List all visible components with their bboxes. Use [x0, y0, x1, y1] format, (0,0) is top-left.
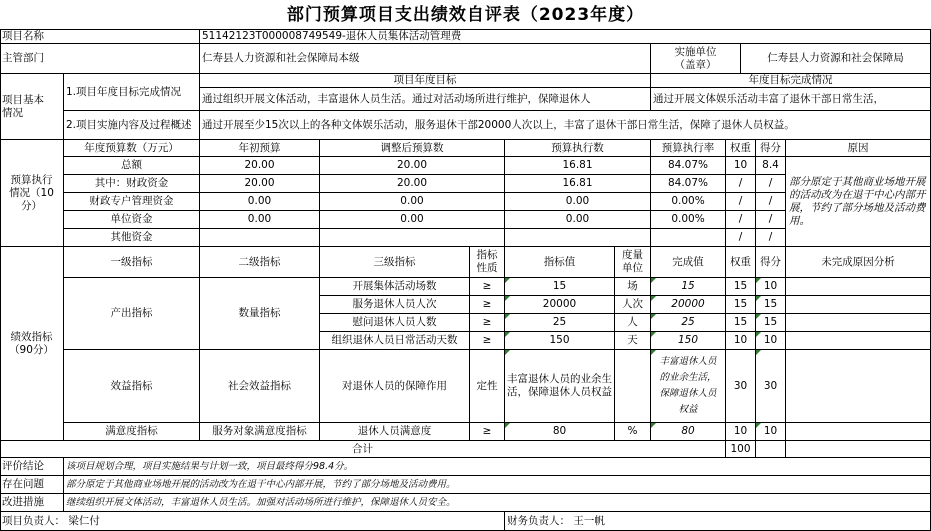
budget-cell[interactable]	[651, 229, 726, 247]
output-indicator: 服务退休人员人次	[320, 296, 470, 314]
comment-marker	[651, 350, 656, 355]
output-unit[interactable]: 人	[615, 314, 651, 332]
budget-header-executed: 预算执行数	[505, 140, 651, 157]
output-weight[interactable]: 15	[726, 296, 756, 314]
comment-marker	[505, 278, 510, 283]
satisfaction-level1: 满意度指标	[64, 423, 200, 441]
output-score-text: 10	[763, 334, 778, 346]
budget-row-label: 总额	[64, 157, 200, 175]
budget-cell[interactable]: 0.00	[320, 211, 505, 229]
eval-text[interactable]: 该项目规划合理，项目实施结果与计划一致，项目最终得分98.4分。	[64, 458, 931, 476]
output-target-text: 20000	[542, 298, 577, 310]
perf-header-value: 指标值	[505, 247, 615, 278]
perf-header-level2: 二级指标	[200, 247, 320, 278]
output-unit[interactable]: 天	[615, 332, 651, 350]
output-done[interactable]	[651, 296, 726, 314]
sheet-title: 部门预算项目支出绩效自评表（2023年度）	[286, 5, 645, 25]
output-done-text: 20000	[671, 298, 705, 310]
benefit-target[interactable]	[505, 350, 615, 423]
benefit-unit[interactable]	[615, 350, 651, 423]
benefit-level3: 对退休人员的保障作用	[320, 350, 470, 423]
output-target[interactable]	[505, 296, 615, 314]
process-text[interactable]: 通过开展至少15次以上的各种文体娱乐活动，服务退休干部20000人次以上，丰富了退休干部日常生活，保障了退休人员权益。	[200, 111, 931, 140]
output-target-text: 15	[552, 280, 567, 292]
output-indicator: 慰问退休人员人数	[320, 314, 470, 332]
output-score[interactable]	[756, 278, 786, 296]
output-nature[interactable]: ≥	[470, 314, 505, 332]
output-reason[interactable]	[786, 314, 931, 332]
total-score[interactable]	[756, 441, 786, 458]
budget-cell[interactable]: /	[726, 229, 756, 247]
output-reason[interactable]	[786, 278, 931, 296]
output-unit[interactable]: 人次	[615, 296, 651, 314]
budget-cell[interactable]: /	[756, 193, 786, 211]
budget-header-annual: 年度预算数（万元）	[64, 140, 200, 157]
benefit-target-text: 丰富退休人员的业余生活，保障退休人员权益	[507, 373, 612, 398]
total-reason[interactable]	[786, 441, 931, 458]
budget-cell[interactable]: 0.00	[320, 193, 505, 211]
output-score[interactable]	[756, 296, 786, 314]
benefit-level2: 社会效益指标	[200, 350, 320, 423]
output-score-text: 15	[763, 298, 778, 310]
annual-done-text[interactable]: 通过开展文体娱乐活动丰富了退休干部日常生活，	[651, 88, 931, 111]
comment-marker	[651, 314, 656, 319]
project-name-value[interactable]: 51142123T000008749549-退休人员集体活动管理费	[200, 30, 931, 44]
satisfaction-done[interactable]	[651, 423, 726, 441]
impl-unit-value[interactable]: 仁寿县人力资源和社会保障局	[741, 44, 931, 74]
comment-marker	[651, 296, 656, 301]
satisfaction-done-text: 80	[681, 425, 695, 437]
budget-cell[interactable]: /	[756, 211, 786, 229]
perf-header-level1: 一级指标	[64, 247, 200, 278]
output-done[interactable]	[651, 332, 726, 350]
perf-header-reason: 未完成原因分析	[786, 247, 931, 278]
satisfaction-nature[interactable]: ≥	[470, 423, 505, 441]
annual-target-text[interactable]: 通过组织开展文体活动，丰富退休人员生活。通过对活动场所进行维护，保障退休人	[200, 88, 651, 111]
satisfaction-target[interactable]	[505, 423, 615, 441]
budget-cell[interactable]: 20.00	[200, 175, 320, 193]
output-reason[interactable]	[786, 296, 931, 314]
budget-reason[interactable]: 部分原定于其他商业场地开展的活动改为在退干中心内部开展，节约了部分场地及活动费用。	[786, 157, 931, 247]
satisfaction-level2: 服务对象满意度指标	[200, 423, 320, 441]
output-done-text: 15	[681, 280, 695, 292]
budget-cell[interactable]	[505, 229, 651, 247]
output-indicator: 开展集体活动场数	[320, 278, 470, 296]
satisfaction-reason[interactable]	[786, 423, 931, 441]
output-target-text: 25	[552, 316, 567, 328]
budget-row-label: 其他资金	[64, 229, 200, 247]
output-score[interactable]	[756, 314, 786, 332]
budget-cell[interactable]: 20.00	[320, 175, 505, 193]
finance-lead: 财务负责人： 王一帆	[505, 512, 931, 531]
budget-header-weight: 权重	[726, 140, 756, 157]
output-done[interactable]	[651, 314, 726, 332]
budget-cell[interactable]: 16.81	[505, 157, 651, 175]
project-lead: 项目负责人： 梁仁付	[0, 512, 505, 531]
budget-cell[interactable]: 20.00	[200, 157, 320, 175]
benefit-level1: 效益指标	[64, 350, 200, 423]
output-weight[interactable]: 15	[726, 278, 756, 296]
annual-target-header: 项目年度目标	[200, 74, 651, 88]
budget-cell[interactable]: 0.00%	[651, 193, 726, 211]
perf-header-unit: 度量单位	[615, 247, 651, 278]
budget-cell[interactable]: 0.00	[505, 211, 651, 229]
output-score[interactable]	[756, 332, 786, 350]
output-done-text: 25	[681, 316, 695, 328]
budget-row-label: 单位资金	[64, 211, 200, 229]
comment-marker	[756, 296, 761, 301]
output-target[interactable]	[505, 278, 615, 296]
comment-marker	[651, 278, 656, 283]
output-done[interactable]	[651, 278, 726, 296]
budget-cell[interactable]: 0.00	[200, 211, 320, 229]
comment-marker	[505, 423, 510, 428]
budget-cell[interactable]: 0.00	[200, 193, 320, 211]
budget-cell[interactable]: /	[726, 193, 756, 211]
budget-cell[interactable]: 84.07%	[651, 157, 726, 175]
perf-section-label: 绩效指标 （90分）	[0, 247, 64, 441]
comment-marker	[756, 314, 761, 319]
comment-marker	[651, 423, 656, 428]
improve-label: 改进措施	[0, 494, 64, 512]
satisfaction-level3: 退休人员满意度	[320, 423, 470, 441]
output-target[interactable]	[505, 332, 615, 350]
satisfaction-weight[interactable]: 10	[726, 423, 756, 441]
output-level2: 数量指标	[200, 278, 320, 350]
perf-header-score: 得分	[756, 247, 786, 278]
perf-header-level3: 三级指标	[320, 247, 470, 278]
dept-value[interactable]: 仁寿县人力资源和社会保障局本级	[200, 44, 651, 74]
budget-cell[interactable]: 0.00%	[651, 211, 726, 229]
output-nature[interactable]: ≥	[470, 296, 505, 314]
satisfaction-score-text: 10	[763, 425, 778, 437]
annual-done-header: 年度目标完成情况	[651, 74, 931, 88]
comment-marker	[756, 350, 761, 355]
benefit-score-text: 30	[763, 379, 778, 392]
budget-header-reason: 原因	[786, 140, 931, 157]
total-weight[interactable]: 100	[726, 441, 756, 458]
budget-cell[interactable]: /	[756, 175, 786, 193]
budget-row-label: 其中：财政资金	[64, 175, 200, 193]
budget-cell[interactable]: 84.07%	[651, 175, 726, 193]
basic-info-label: 项目基本 情况	[0, 74, 64, 140]
satisfaction-score[interactable]	[756, 423, 786, 441]
output-score-text: 15	[763, 316, 778, 328]
comment-marker	[756, 332, 761, 337]
issue-text[interactable]: 部分原定于其他商业场地开展的活动改为在退干中心内部开展，节约了部分场地及活动费用。	[64, 476, 931, 494]
perf-header-done: 完成值	[651, 247, 726, 278]
output-reason[interactable]	[786, 332, 931, 350]
benefit-reason[interactable]	[786, 350, 931, 423]
budget-cell[interactable]: /	[726, 175, 756, 193]
budget-cell[interactable]: 0.00	[505, 193, 651, 211]
output-target-text: 150	[549, 334, 570, 346]
comment-marker	[756, 423, 761, 428]
basic-row1-label: 1.项目年度目标完成情况	[64, 74, 200, 111]
budget-header-score: 得分	[756, 140, 786, 157]
output-indicator: 组织退休人员日常活动天数	[320, 332, 470, 350]
basic-row2-label: 2.项目实施内容及过程概述	[64, 111, 200, 140]
comment-marker	[505, 332, 510, 337]
output-done-text: 150	[677, 334, 699, 346]
budget-cell[interactable]: /	[726, 211, 756, 229]
budget-header-rate: 预算执行率	[651, 140, 726, 157]
perf-header-weight: 权重	[726, 247, 756, 278]
budget-cell[interactable]: 20.00	[320, 157, 505, 175]
dept-label: 主管部门	[0, 44, 200, 74]
output-target[interactable]	[505, 314, 615, 332]
output-level1: 产出指标	[64, 278, 200, 350]
impl-unit-label: 实施单位 （盖章）	[651, 44, 741, 74]
output-score-text: 10	[763, 280, 778, 292]
budget-cell[interactable]	[320, 229, 505, 247]
benefit-done[interactable]	[651, 350, 726, 423]
output-nature[interactable]: ≥	[470, 332, 505, 350]
total-label: 合计	[0, 441, 726, 458]
output-weight[interactable]: 15	[726, 314, 756, 332]
budget-header-initial: 年初预算	[200, 140, 320, 157]
budget-row-label: 财政专户管理资金	[64, 193, 200, 211]
budget-cell[interactable]: 8.4	[756, 157, 786, 175]
comment-marker	[756, 278, 761, 283]
project-name-label: 项目名称	[0, 30, 200, 44]
comment-marker	[505, 296, 510, 301]
output-nature[interactable]: ≥	[470, 278, 505, 296]
benefit-nature[interactable]: 定性	[470, 350, 505, 423]
perf-header-nature: 指标性质	[470, 247, 505, 278]
budget-cell[interactable]: /	[756, 229, 786, 247]
comment-marker	[505, 314, 510, 319]
budget-cell[interactable]: 10	[726, 157, 756, 175]
benefit-score[interactable]	[756, 350, 786, 423]
output-weight[interactable]: 10	[726, 332, 756, 350]
budget-cell[interactable]: 16.81	[505, 175, 651, 193]
benefit-weight[interactable]: 30	[726, 350, 756, 423]
satisfaction-target-text: 80	[552, 425, 567, 437]
budget-header-adjusted: 调整后预算数	[320, 140, 505, 157]
eval-label: 评价结论	[0, 458, 64, 476]
issue-label: 存在问题	[0, 476, 64, 494]
budget-section-label: 预算执行 情况（10 分）	[0, 140, 64, 247]
budget-cell[interactable]	[200, 229, 320, 247]
benefit-done-text: 丰富退休人员的业余生活，保障退休人员权益	[659, 356, 717, 415]
output-unit[interactable]: 场	[615, 278, 651, 296]
comment-marker	[505, 350, 510, 355]
comment-marker	[651, 332, 656, 337]
improve-text[interactable]: 继续组织开展文体活动，丰富退休人员生活。加强对活动场所进行维护，保障退休人员安全。	[64, 494, 931, 512]
satisfaction-unit[interactable]: %	[615, 423, 651, 441]
